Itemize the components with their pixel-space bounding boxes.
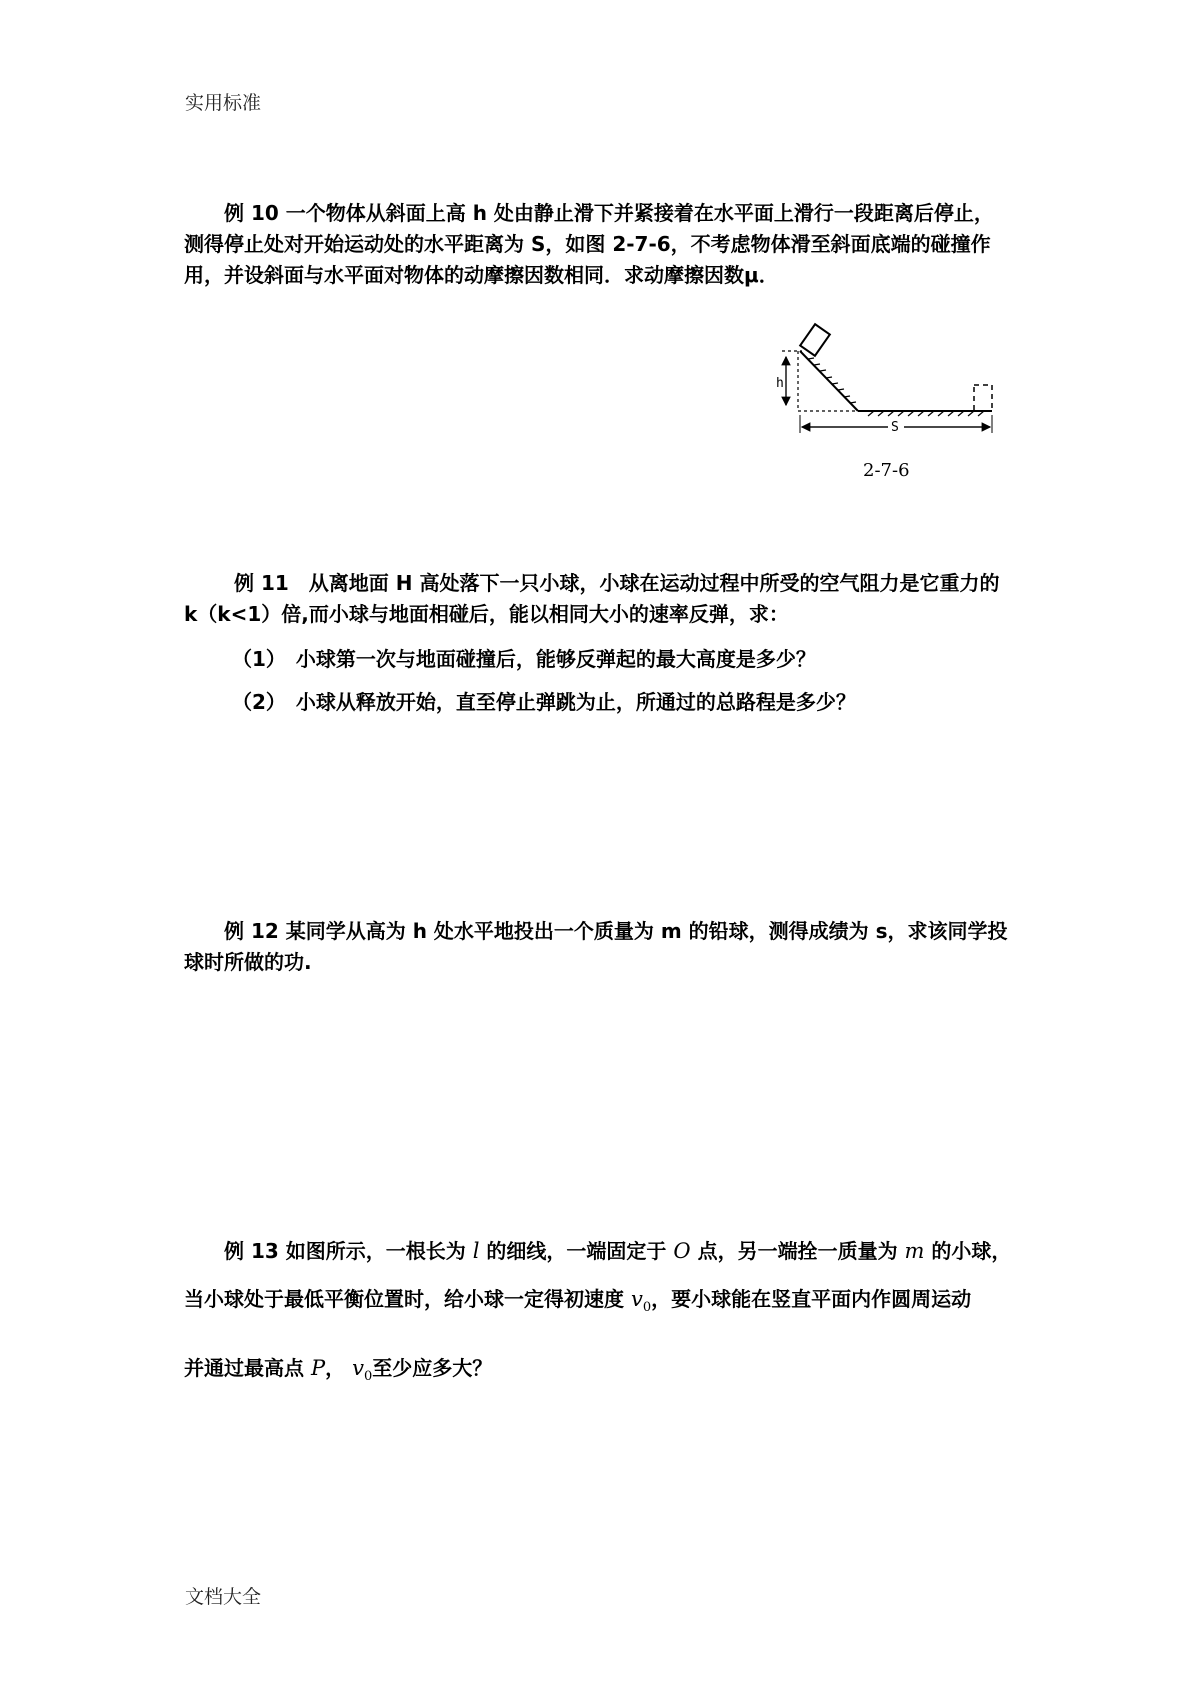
example-10-line-3: 用，并设斜面与水平面对物体的动摩擦因数相同．求动摩擦因数μ．	[184, 263, 779, 287]
example-10-text	[184, 198, 1024, 291]
var-v0-2: $v_0$	[352, 1356, 373, 1385]
example-12-line-2: 球时所做的功.	[184, 950, 312, 974]
incline-hatching	[808, 358, 856, 403]
example-11-line-2: k（k<1）倍,而小球与地面相碰后，能以相同大小的速率反弹，求：	[184, 602, 789, 626]
example-13-line-2: 当小球处于最低平衡位置时，给小球一定得初速度 $v_0$，要小球能在竖直平面内作圆周运动	[184, 1287, 972, 1316]
var-P: P	[310, 1356, 326, 1381]
example-11-text	[184, 568, 1024, 630]
var-O: O	[673, 1239, 691, 1263]
example-11-question-1: （1） 小球第一次与地面碰撞后，能够反弹起的最大高度是多少？	[232, 647, 816, 671]
example-12-text	[184, 916, 1024, 978]
example-11-line-1: 例 11 从离地面 H 高处落下一只小球，小球在运动过程中所受的空气阻力是它重力的	[234, 571, 1000, 595]
example-13-line-1: 例 13 如图所示，一根长为 l 的细线，一端固定于 O 点，另一端拴一质量为 m 的小球，	[224, 1239, 1012, 1263]
label-h: h	[776, 376, 784, 391]
incline-surface	[800, 351, 858, 411]
example-10-line-2: 测得停止处对开始运动处的水平距离为 S，如图 2-7-6，不考虑物体滑至斜面底端的碰撞作	[184, 232, 991, 256]
incline-diagram	[776, 325, 1020, 445]
example-10-line-1: 例 10 一个物体从斜面上高 h 处由静止滑下并紧接着在水平面上滑行一段距离后停止，	[224, 201, 994, 225]
figure-caption: 2-7-6	[863, 460, 910, 481]
example-13-text	[184, 1232, 1024, 1396]
page-footer: 文档大全	[185, 1586, 262, 1608]
var-m: m	[904, 1239, 925, 1263]
page-header: 实用标准	[185, 92, 262, 114]
var-v0: $v_0$	[630, 1287, 652, 1316]
label-s: S	[891, 420, 899, 435]
block-start	[800, 324, 830, 356]
example-12-line-1: 例 12 某同学从高为 h 处水平地投出一个质量为 m 的铅球，测得成绩为 s，求该同学投	[224, 919, 1008, 943]
example-11-question-2: （2） 小球从释放开始，直至停止弹跳为止，所通过的总路程是多少？	[232, 690, 856, 714]
var-l: l	[472, 1239, 480, 1263]
example-13-line-3: 并通过最高点 P， $v_0$至少应多大？	[184, 1356, 493, 1385]
block-end	[974, 385, 992, 411]
